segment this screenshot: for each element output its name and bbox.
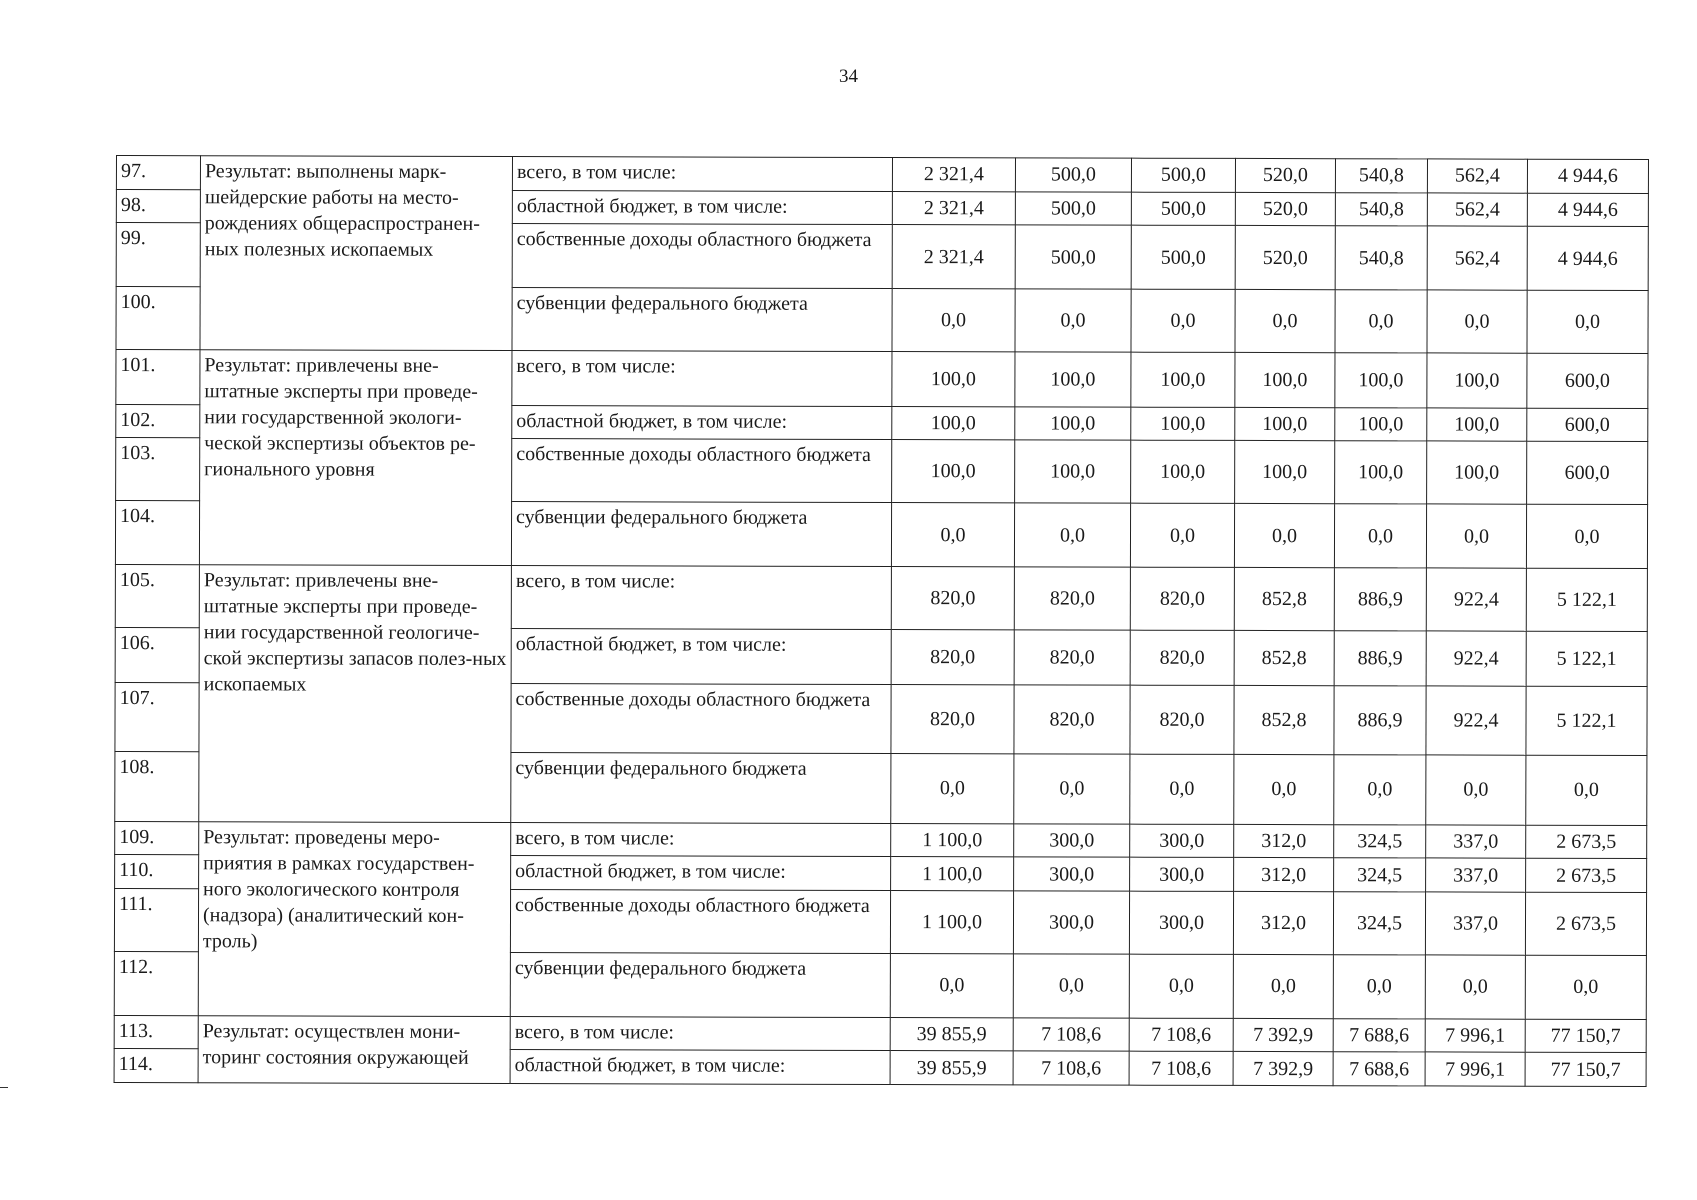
amount-cell: 100,0 — [1131, 440, 1235, 503]
row-number: 110. — [115, 855, 199, 889]
amount-cell: 0,0 — [1013, 954, 1129, 1018]
amount-cell: 100,0 — [1335, 353, 1427, 408]
funding-source: субвенции федерального бюджета — [510, 953, 890, 1017]
amount-cell: 100,0 — [1015, 406, 1131, 440]
amount-cell: 0,0 — [1014, 503, 1130, 567]
amount-cell: 820,0 — [891, 629, 1014, 684]
amount-cell: 100,0 — [1427, 441, 1527, 504]
funding-source: всего, в том числе: — [511, 565, 891, 629]
amount-cell: 312,0 — [1233, 892, 1333, 955]
row-number: 97. — [116, 156, 200, 190]
amount-cell: 300,0 — [1130, 824, 1234, 858]
amount-cell: 2 321,4 — [892, 225, 1015, 289]
table-row — [116, 156, 1648, 194]
funding-source: областной бюджет, в том числе: — [512, 190, 892, 225]
amount-cell: 5 122,1 — [1526, 686, 1647, 756]
amount-cell: 100,0 — [1235, 352, 1335, 407]
amount-cell: 0,0 — [1526, 505, 1647, 569]
funding-source: собственные доходы областного бюджета — [512, 439, 892, 503]
amount-cell: 77 150,7 — [1525, 1019, 1646, 1053]
amount-cell: 520,0 — [1235, 226, 1335, 289]
amount-cell: 886,9 — [1334, 685, 1426, 755]
amount-cell: 7 392,9 — [1233, 1018, 1333, 1052]
amount-cell: 500,0 — [1015, 158, 1131, 192]
amount-cell: 4 944,6 — [1527, 193, 1648, 227]
amount-cell: 100,0 — [1235, 441, 1335, 504]
amount-cell: 100,0 — [892, 440, 1015, 504]
amount-cell: 500,0 — [1131, 158, 1235, 192]
funding-source: областной бюджет, в том числе: — [510, 1050, 890, 1085]
row-number: 98. — [116, 189, 200, 223]
amount-cell: 2 673,5 — [1525, 892, 1646, 956]
amount-cell: 0,0 — [1427, 290, 1527, 353]
amount-cell: 0,0 — [891, 503, 1014, 567]
amount-cell: 100,0 — [1427, 353, 1527, 408]
row-number: 111. — [114, 889, 198, 952]
amount-cell: 600,0 — [1527, 408, 1648, 442]
amount-cell: 0,0 — [890, 954, 1013, 1018]
amount-cell: 100,0 — [1131, 352, 1235, 407]
amount-cell: 39 855,9 — [890, 1017, 1013, 1051]
amount-cell: 500,0 — [1015, 192, 1131, 226]
amount-cell: 520,0 — [1235, 192, 1335, 226]
amount-cell: 7 996,1 — [1425, 1052, 1525, 1086]
amount-cell: 886,9 — [1334, 631, 1426, 686]
amount-cell: 337,0 — [1425, 892, 1525, 955]
amount-cell: 5 122,1 — [1526, 568, 1647, 632]
row-number: 107. — [115, 682, 199, 752]
funding-source: всего, в том числе: — [511, 822, 891, 857]
amount-cell: 324,5 — [1333, 892, 1425, 955]
amount-cell: 0,0 — [1425, 955, 1525, 1018]
row-number: 105. — [115, 564, 199, 627]
amount-cell: 0,0 — [1129, 954, 1233, 1017]
result-description: Результат: выполнены марк-шейдерские работы на место-рождениях общераспространен-ных полезных ископаемых — [200, 156, 513, 351]
amount-cell: 820,0 — [891, 566, 1014, 630]
funding-source: областной бюджет, в том числе: — [511, 856, 891, 891]
amount-cell: 100,0 — [1235, 407, 1335, 441]
amount-cell: 100,0 — [1015, 440, 1131, 504]
amount-cell: 7 108,6 — [1013, 1017, 1129, 1051]
funding-source: субвенции федерального бюджета — [512, 287, 892, 351]
amount-cell: 300,0 — [1129, 891, 1233, 954]
amount-cell: 852,8 — [1234, 685, 1334, 755]
amount-cell: 852,8 — [1234, 567, 1334, 630]
amount-cell: 922,4 — [1426, 568, 1526, 631]
amount-cell: 2 321,4 — [892, 158, 1015, 192]
amount-cell: 820,0 — [891, 684, 1014, 754]
result-description: Результат: проведены меро-приятия в рамках государствен-ного экологического контроля (надзора) (аналитический кон-троль) — [198, 821, 511, 1016]
amount-cell: 100,0 — [1427, 408, 1527, 442]
amount-cell: 820,0 — [1130, 567, 1234, 630]
amount-cell: 0,0 — [1526, 755, 1647, 825]
amount-cell: 0,0 — [1233, 955, 1333, 1018]
amount-cell: 0,0 — [1333, 955, 1425, 1018]
amount-cell: 2 673,5 — [1526, 825, 1647, 859]
amount-cell: 500,0 — [1015, 225, 1131, 289]
amount-cell: 540,8 — [1335, 192, 1427, 226]
amount-cell: 520,0 — [1235, 158, 1335, 192]
amount-cell: 0,0 — [1334, 504, 1426, 567]
amount-cell: 2 673,5 — [1526, 859, 1647, 893]
amount-cell: 100,0 — [1131, 407, 1235, 441]
funding-source: областной бюджет, в том числе: — [511, 628, 891, 684]
amount-cell: 0,0 — [1130, 754, 1234, 824]
amount-cell: 7 108,6 — [1129, 1051, 1233, 1085]
result-description: Результат: осуществлен мони-торинг состояния окружающей — [198, 1015, 510, 1083]
row-number: 104. — [115, 501, 199, 564]
amount-cell: 0,0 — [1015, 288, 1131, 352]
amount-cell: 0,0 — [1426, 504, 1526, 567]
amount-cell: 600,0 — [1527, 441, 1648, 505]
row-number: 113. — [114, 1015, 198, 1049]
amount-cell: 540,8 — [1335, 226, 1427, 289]
row-number: 102. — [116, 404, 200, 438]
amount-cell: 562,4 — [1427, 159, 1527, 193]
amount-cell: 922,4 — [1426, 631, 1526, 686]
amount-cell: 0,0 — [1334, 755, 1426, 825]
amount-cell: 0,0 — [1131, 289, 1235, 352]
table-row — [114, 1015, 1646, 1053]
funding-source: собственные доходы областного бюджета — [511, 683, 891, 754]
amount-cell: 820,0 — [1130, 685, 1234, 755]
funding-source: всего, в том числе: — [510, 1016, 890, 1051]
row-number: 108. — [115, 752, 199, 822]
amount-cell: 1 100,0 — [891, 857, 1014, 891]
amount-cell: 300,0 — [1014, 824, 1130, 858]
amount-cell: 324,5 — [1334, 858, 1426, 892]
amount-cell: 4 944,6 — [1527, 227, 1648, 291]
amount-cell: 337,0 — [1426, 825, 1526, 859]
amount-cell: 0,0 — [892, 288, 1015, 352]
funding-source: собственные доходы областного бюджета — [510, 890, 890, 954]
amount-cell: 100,0 — [892, 351, 1015, 406]
result-description: Результат: привлечены вне-штатные эксперты при проведе-нии государственной геологиче-ской экспертизы запасов полез-ных ископаемых — [199, 564, 512, 822]
funding-source: областной бюджет, в том числе: — [512, 405, 892, 440]
amount-cell: 7 392,9 — [1233, 1052, 1333, 1086]
amount-cell: 562,4 — [1427, 226, 1527, 289]
amount-cell: 7 996,1 — [1425, 1018, 1525, 1052]
row-number: 101. — [116, 349, 200, 404]
amount-cell: 324,5 — [1334, 824, 1426, 858]
row-number: 112. — [114, 952, 198, 1015]
amount-cell: 562,4 — [1427, 193, 1527, 227]
amount-cell: 7 688,6 — [1333, 1018, 1425, 1052]
amount-cell: 312,0 — [1234, 824, 1334, 858]
amount-cell: 77 150,7 — [1525, 1052, 1646, 1086]
row-number: 103. — [116, 438, 200, 501]
amount-cell: 0,0 — [1525, 955, 1646, 1019]
row-number: 109. — [115, 821, 199, 855]
amount-cell: 820,0 — [1014, 630, 1130, 685]
row-number: 114. — [114, 1049, 198, 1083]
amount-cell: 100,0 — [1335, 441, 1427, 504]
funding-source: субвенции федерального бюджета — [511, 502, 891, 566]
table-row — [116, 349, 1648, 408]
amount-cell: 312,0 — [1234, 858, 1334, 892]
amount-cell: 100,0 — [1335, 407, 1427, 441]
amount-cell: 0,0 — [1426, 755, 1526, 825]
amount-cell: 600,0 — [1527, 353, 1648, 408]
row-number: 99. — [116, 223, 200, 286]
amount-cell: 300,0 — [1130, 858, 1234, 892]
amount-cell: 1 100,0 — [890, 891, 1013, 955]
funding-source: всего, в том числе: — [512, 350, 892, 406]
amount-cell: 7 108,6 — [1013, 1051, 1129, 1085]
amount-cell: 820,0 — [1130, 630, 1234, 685]
amount-cell: 337,0 — [1426, 858, 1526, 892]
amount-cell: 7 108,6 — [1129, 1018, 1233, 1052]
row-number: 106. — [115, 627, 199, 682]
amount-cell: 0,0 — [1130, 504, 1234, 567]
amount-cell: 4 944,6 — [1527, 159, 1648, 193]
amount-cell: 0,0 — [1014, 754, 1130, 824]
amount-cell: 300,0 — [1013, 891, 1129, 955]
amount-cell: 100,0 — [1015, 352, 1131, 407]
table-row — [115, 821, 1647, 859]
amount-cell: 922,4 — [1426, 686, 1526, 756]
amount-cell: 2 321,4 — [892, 191, 1015, 225]
result-description: Результат: привлечены вне-штатные эксперты при проведе-нии государственной экологи-ческой экспертизы объектов ре-гионального уровня — [199, 350, 512, 566]
budget-table — [114, 155, 1649, 1087]
amount-cell: 39 855,9 — [890, 1051, 1013, 1085]
amount-cell: 300,0 — [1014, 857, 1130, 891]
table-body — [114, 156, 1648, 1087]
amount-cell: 0,0 — [1235, 289, 1335, 352]
amount-cell: 820,0 — [1014, 685, 1130, 755]
amount-cell: 1 100,0 — [891, 823, 1014, 857]
margin-mark — [0, 1087, 8, 1088]
table-row — [115, 564, 1647, 631]
amount-cell: 7 688,6 — [1333, 1052, 1425, 1086]
amount-cell: 0,0 — [1335, 289, 1427, 352]
funding-source: всего, в том числе: — [512, 157, 892, 192]
page-number: 34 — [839, 66, 858, 87]
amount-cell: 100,0 — [892, 406, 1015, 440]
row-number: 100. — [116, 286, 200, 349]
funding-source: субвенции федерального бюджета — [511, 753, 891, 824]
amount-cell: 0,0 — [1527, 290, 1648, 354]
amount-cell: 820,0 — [1014, 567, 1130, 631]
amount-cell: 500,0 — [1131, 192, 1235, 226]
amount-cell: 5 122,1 — [1526, 631, 1647, 686]
amount-cell: 0,0 — [1234, 755, 1334, 825]
amount-cell: 0,0 — [1234, 504, 1334, 567]
amount-cell: 852,8 — [1234, 630, 1334, 685]
amount-cell: 886,9 — [1334, 567, 1426, 630]
amount-cell: 500,0 — [1131, 226, 1235, 289]
funding-source: собственные доходы областного бюджета — [512, 224, 892, 288]
amount-cell: 0,0 — [891, 754, 1014, 824]
amount-cell: 540,8 — [1335, 159, 1427, 193]
